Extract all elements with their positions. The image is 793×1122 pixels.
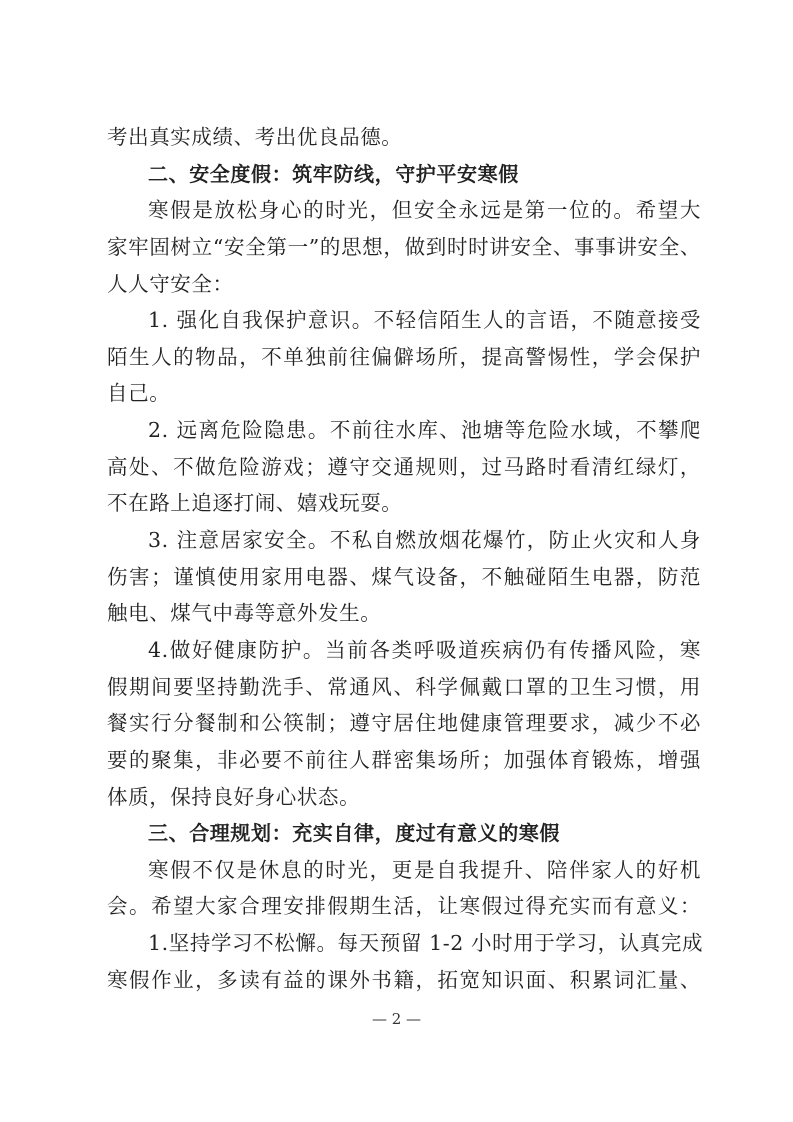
text-line: 人人守安全： [107,271,234,296]
text-line: 会。希望大家合理安排假期生活，让寒假过得充实而有意义： [107,894,701,919]
text-line: 触电、煤气中毒等意外发生。 [107,601,382,626]
text-line: 体质，保持良好身心状态。 [107,784,361,809]
text-line: 1.坚持学习不松懈。每天预留 1-2 小时用于学习，认真完成 [148,931,704,956]
text-line: 陌生人的物品，不单独前往偏僻场所，提高警惕性，学会保护 [107,344,701,369]
page-number: — 2 — [371,1010,422,1028]
text-line: 伤害；谨慎使用家用电器、煤气设备，不触碰陌生电器，防范 [107,564,701,589]
text-line: 寒假不仅是休息的时光，更是自我提升、陪伴家人的好机 [148,857,701,882]
text-line: 考出真实成绩、考出优良品德。 [107,125,403,149]
text-line: 家牢固树立“安全第一”的思想，做到时时讲安全、事事讲安全、 [107,234,701,259]
text-line: 自己。 [107,381,171,406]
text-line: 餐实行分餐制和公筷制；遵守居住地健康管理要求，减少不必 [107,711,701,736]
text-line: 高处、不做危险游戏；遵守交通规则，过马路时看清红绿灯， [107,454,701,479]
text-line: 4.做好健康防护。当前各类呼吸道疾病仍有传播风险，寒 [148,637,701,662]
section-heading: 三、合理规划：充实自律，度过有意义的寒假 [148,821,560,846]
text-line: 3. 注意居家安全。不私自燃放烟花爆竹，防止火灾和人身 [148,528,701,553]
text-line: 2. 远离危险隐患。不前往水库、池塘等危险水域，不攀爬 [148,418,701,443]
text-line: 要的聚集，非必要不前往人群密集场所；加强体育锻炼，增强 [107,747,701,772]
document-body [107,119,704,998]
text-line: 寒假是放松身心的时光，但安全永远是第一位的。希望大 [148,198,701,223]
text-line: 假期间要坚持勤洗手、常通风、科学佩戴口罩的卫生习惯，用 [107,674,701,699]
text-line: 寒假作业，多读有益的课外书籍，拓宽知识面、积累词汇量、 [107,967,701,992]
text-line: 不在路上追逐打闹、嬉戏玩耍。 [107,491,403,516]
section-heading: 二、安全度假：筑牢防线，守护平安寒假 [148,161,519,186]
text-line: 1. 强化自我保护意识。不轻信陌生人的言语，不随意接受 [148,308,701,333]
